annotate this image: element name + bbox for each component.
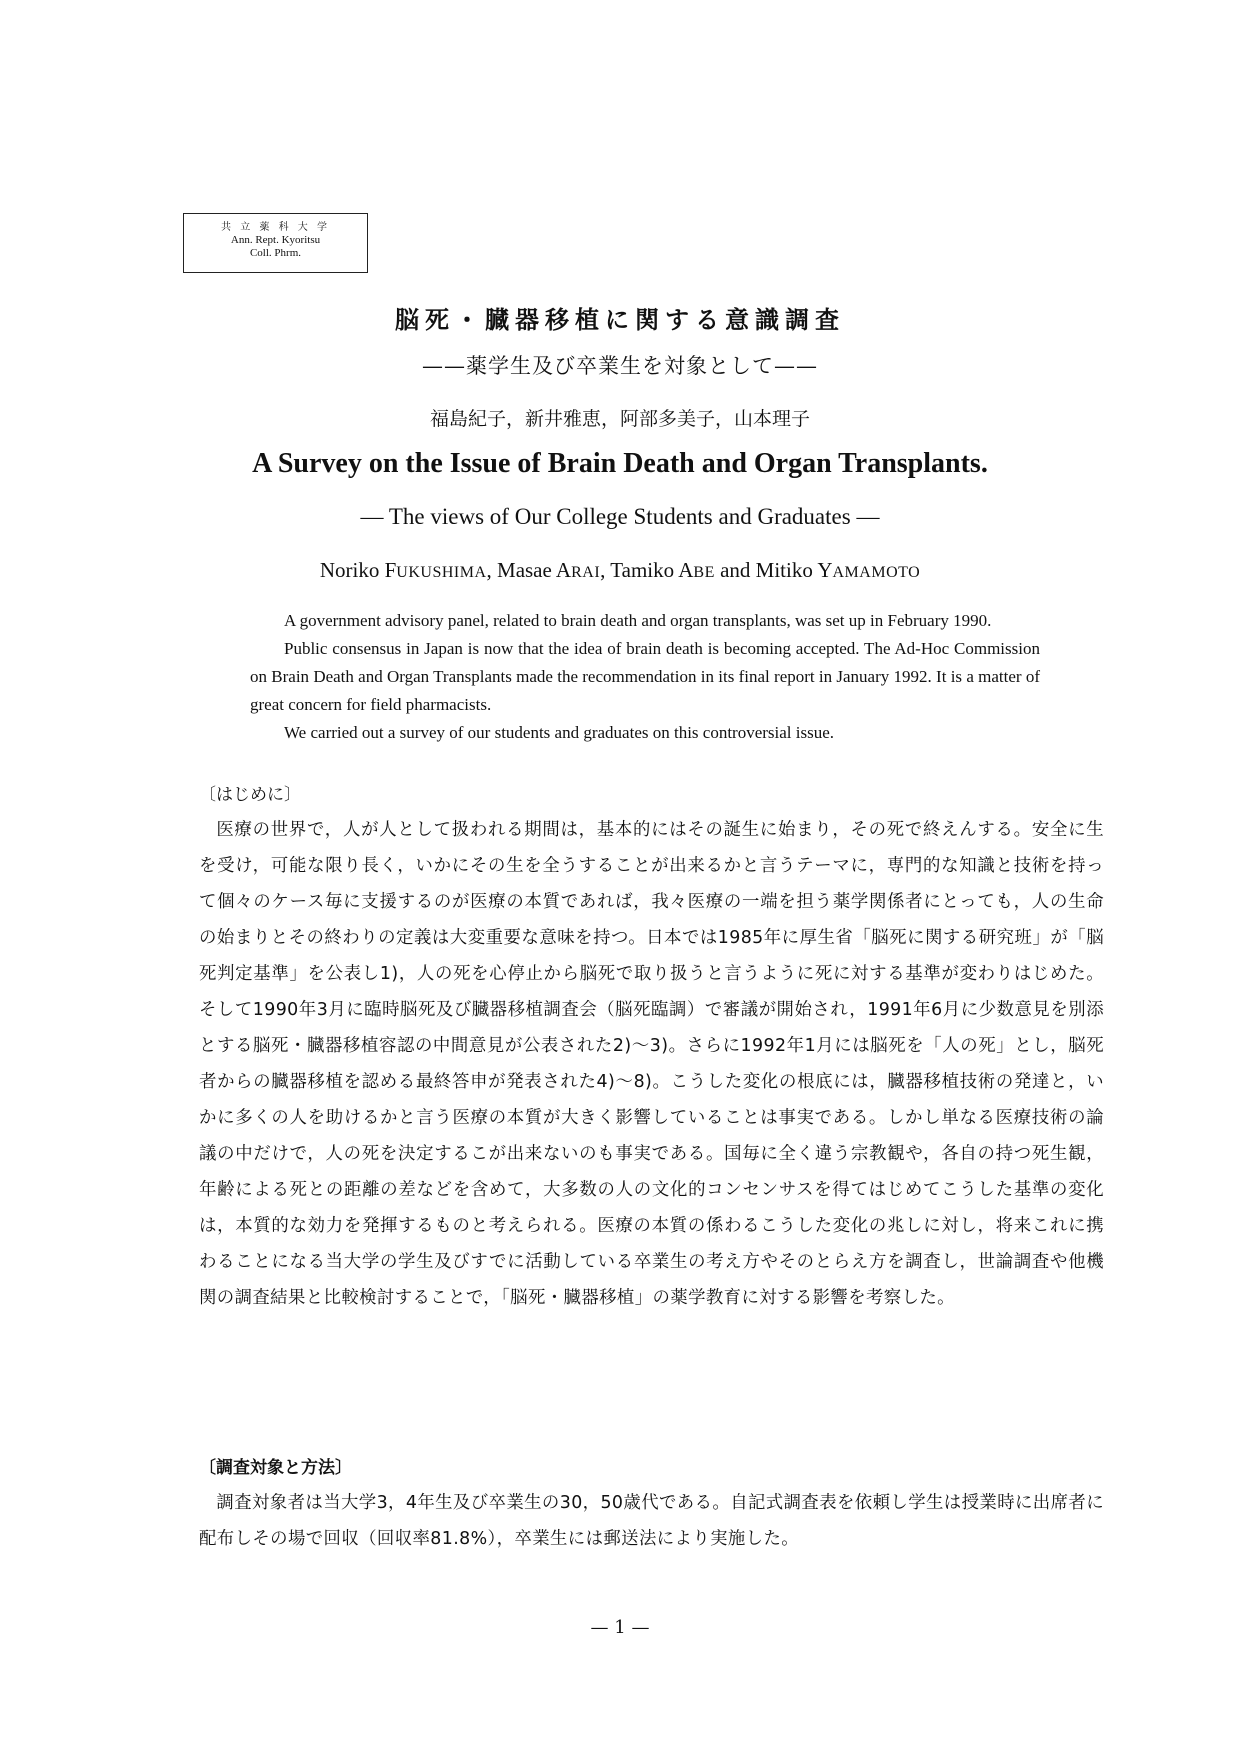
author-2-family-initial: A xyxy=(555,558,572,582)
journal-abbrev: Coll. Phrm. xyxy=(249,247,302,259)
abstract-paragraph: We carried out a survey of our students and graduates on this controversial issue. xyxy=(284,723,835,742)
author-separator-1: , Masae xyxy=(486,558,556,582)
subtitle-english: — The views of Our College Students and Graduates — xyxy=(360,504,880,529)
journal-name-jp: 共 立 薬 科 大 学 xyxy=(221,222,330,233)
title-english: A Survey on the Issue of Brain Death and Organ Transplants. xyxy=(252,448,988,479)
intro-paragraph: 医療の世界で，人が人として扱われる期間は，基本的にはその誕生に始まり，その死で終えんする。安全に生を受け，可能な限り長く，いかにその生を全うすることが出来るかと言うテーマに，専門的な知識と技術を持って個々のケース毎に支援するのが医療の本質であれば，我々医療の一端を担う薬学関係者にとっても，人の生命の始まりとその終わりの定義は大変重要な意味を持つ。日本では1985年に厚生省「脳死に関する研究班」が「脳死判定基準」を公表し1)，人の死を心停止から脳死で取り扱うと言うように死に対する基準が変わりはじめた。そして1990年3月に臨時脳死及び臓器移植調査会（脳死臨調）で審議が開始され，1991年6月に少数意見を別添とする脳死・臓器移植容認の中間意見が公表された2)〜3)。さらに1992年1月には脳死を「人の死」とし，脳死者からの臓器移植を認める最終答申が発表された4)〜8)。こうした変化の根底には，臓器移植技術の発達と，いかに多くの人を助けるかと言う医療の本質が大きく影響していることは事実である。しかし単なる医療技術の論議の中だけで，人の死を決定するこが出来ないのも事実である。国毎に全く違う宗教観や，各自の持つ死生観，年齢による死との距離の差などを含めて，大多数の人の文化的コンセンサスを得てはじめてこうした基準の変化は，本質的な効力を発揮するものと考えられる。医療の本質の係わるこうした変化の兆しに対し，将来これに携わることになる当大学の学生及びすでに活動している卒業生の考え方やそのとらえ方を調査し，世論調査や他機関の調査結果と比較検討することで，「脳死・臓器移植」の薬学教育に対する影響を考察した。 xyxy=(199,820,1104,1308)
author-1-given: Noriko xyxy=(319,558,385,582)
author-2-family-rest: RAI xyxy=(571,564,601,581)
journal-label-box xyxy=(183,213,368,273)
page-number: — 1 — xyxy=(590,1617,650,1638)
authors-japanese: 福島紀子，新井雅恵，阿部多美子，山本理子 xyxy=(429,408,810,430)
section-heading-intro: 〔はじめに〕 xyxy=(199,785,301,805)
author-1-family-rest: UKUSHIMA xyxy=(396,564,487,581)
abstract-paragraph: A government advisory panel, related to brain death and organ transplants, was set up in February 1990. xyxy=(284,611,992,630)
author-3-family-rest: BE xyxy=(693,564,715,581)
title-japanese: 脳死・臓器移植に関する意識調査 xyxy=(395,306,845,334)
abstract xyxy=(250,607,1040,747)
section-body-methods xyxy=(199,1485,1104,1557)
author-separator-3: and Mitiko xyxy=(714,558,818,582)
author-separator-2: , Tamiko xyxy=(600,558,679,582)
author-3-family-initial: A xyxy=(678,558,694,582)
author-4-family-initial: Y xyxy=(817,558,833,582)
author-1-family-initial: F xyxy=(384,558,397,582)
authors-english xyxy=(0,558,1240,583)
methods-paragraph: 調査対象者は当大学3，4年生及び卒業生の30，50歳代である。自記式調査表を依頼し学生は授業時に出席者に配布しその場で回収（回収率81.8%），卒業生には郵送法により実施した。 xyxy=(199,1493,1104,1549)
abstract-paragraph: Public consensus in Japan is now that the idea of brain death is becoming accepted. The Ad-Hoc Commission on Brain Death and Organ Transplants made the recommendation in its final report in January 1992. It is a matter of great concern for field pharmacists. xyxy=(250,639,1040,714)
author-4-family-rest: AMAMOTO xyxy=(832,564,921,581)
journal-name-en: Ann. Rept. Kyoritsu xyxy=(230,234,321,246)
section-heading-methods: 〔調査対象と方法〕 xyxy=(199,1458,352,1478)
subtitle-japanese: ——薬学生及び卒業生を対象として—— xyxy=(422,354,818,378)
section-body-intro xyxy=(199,812,1104,1316)
